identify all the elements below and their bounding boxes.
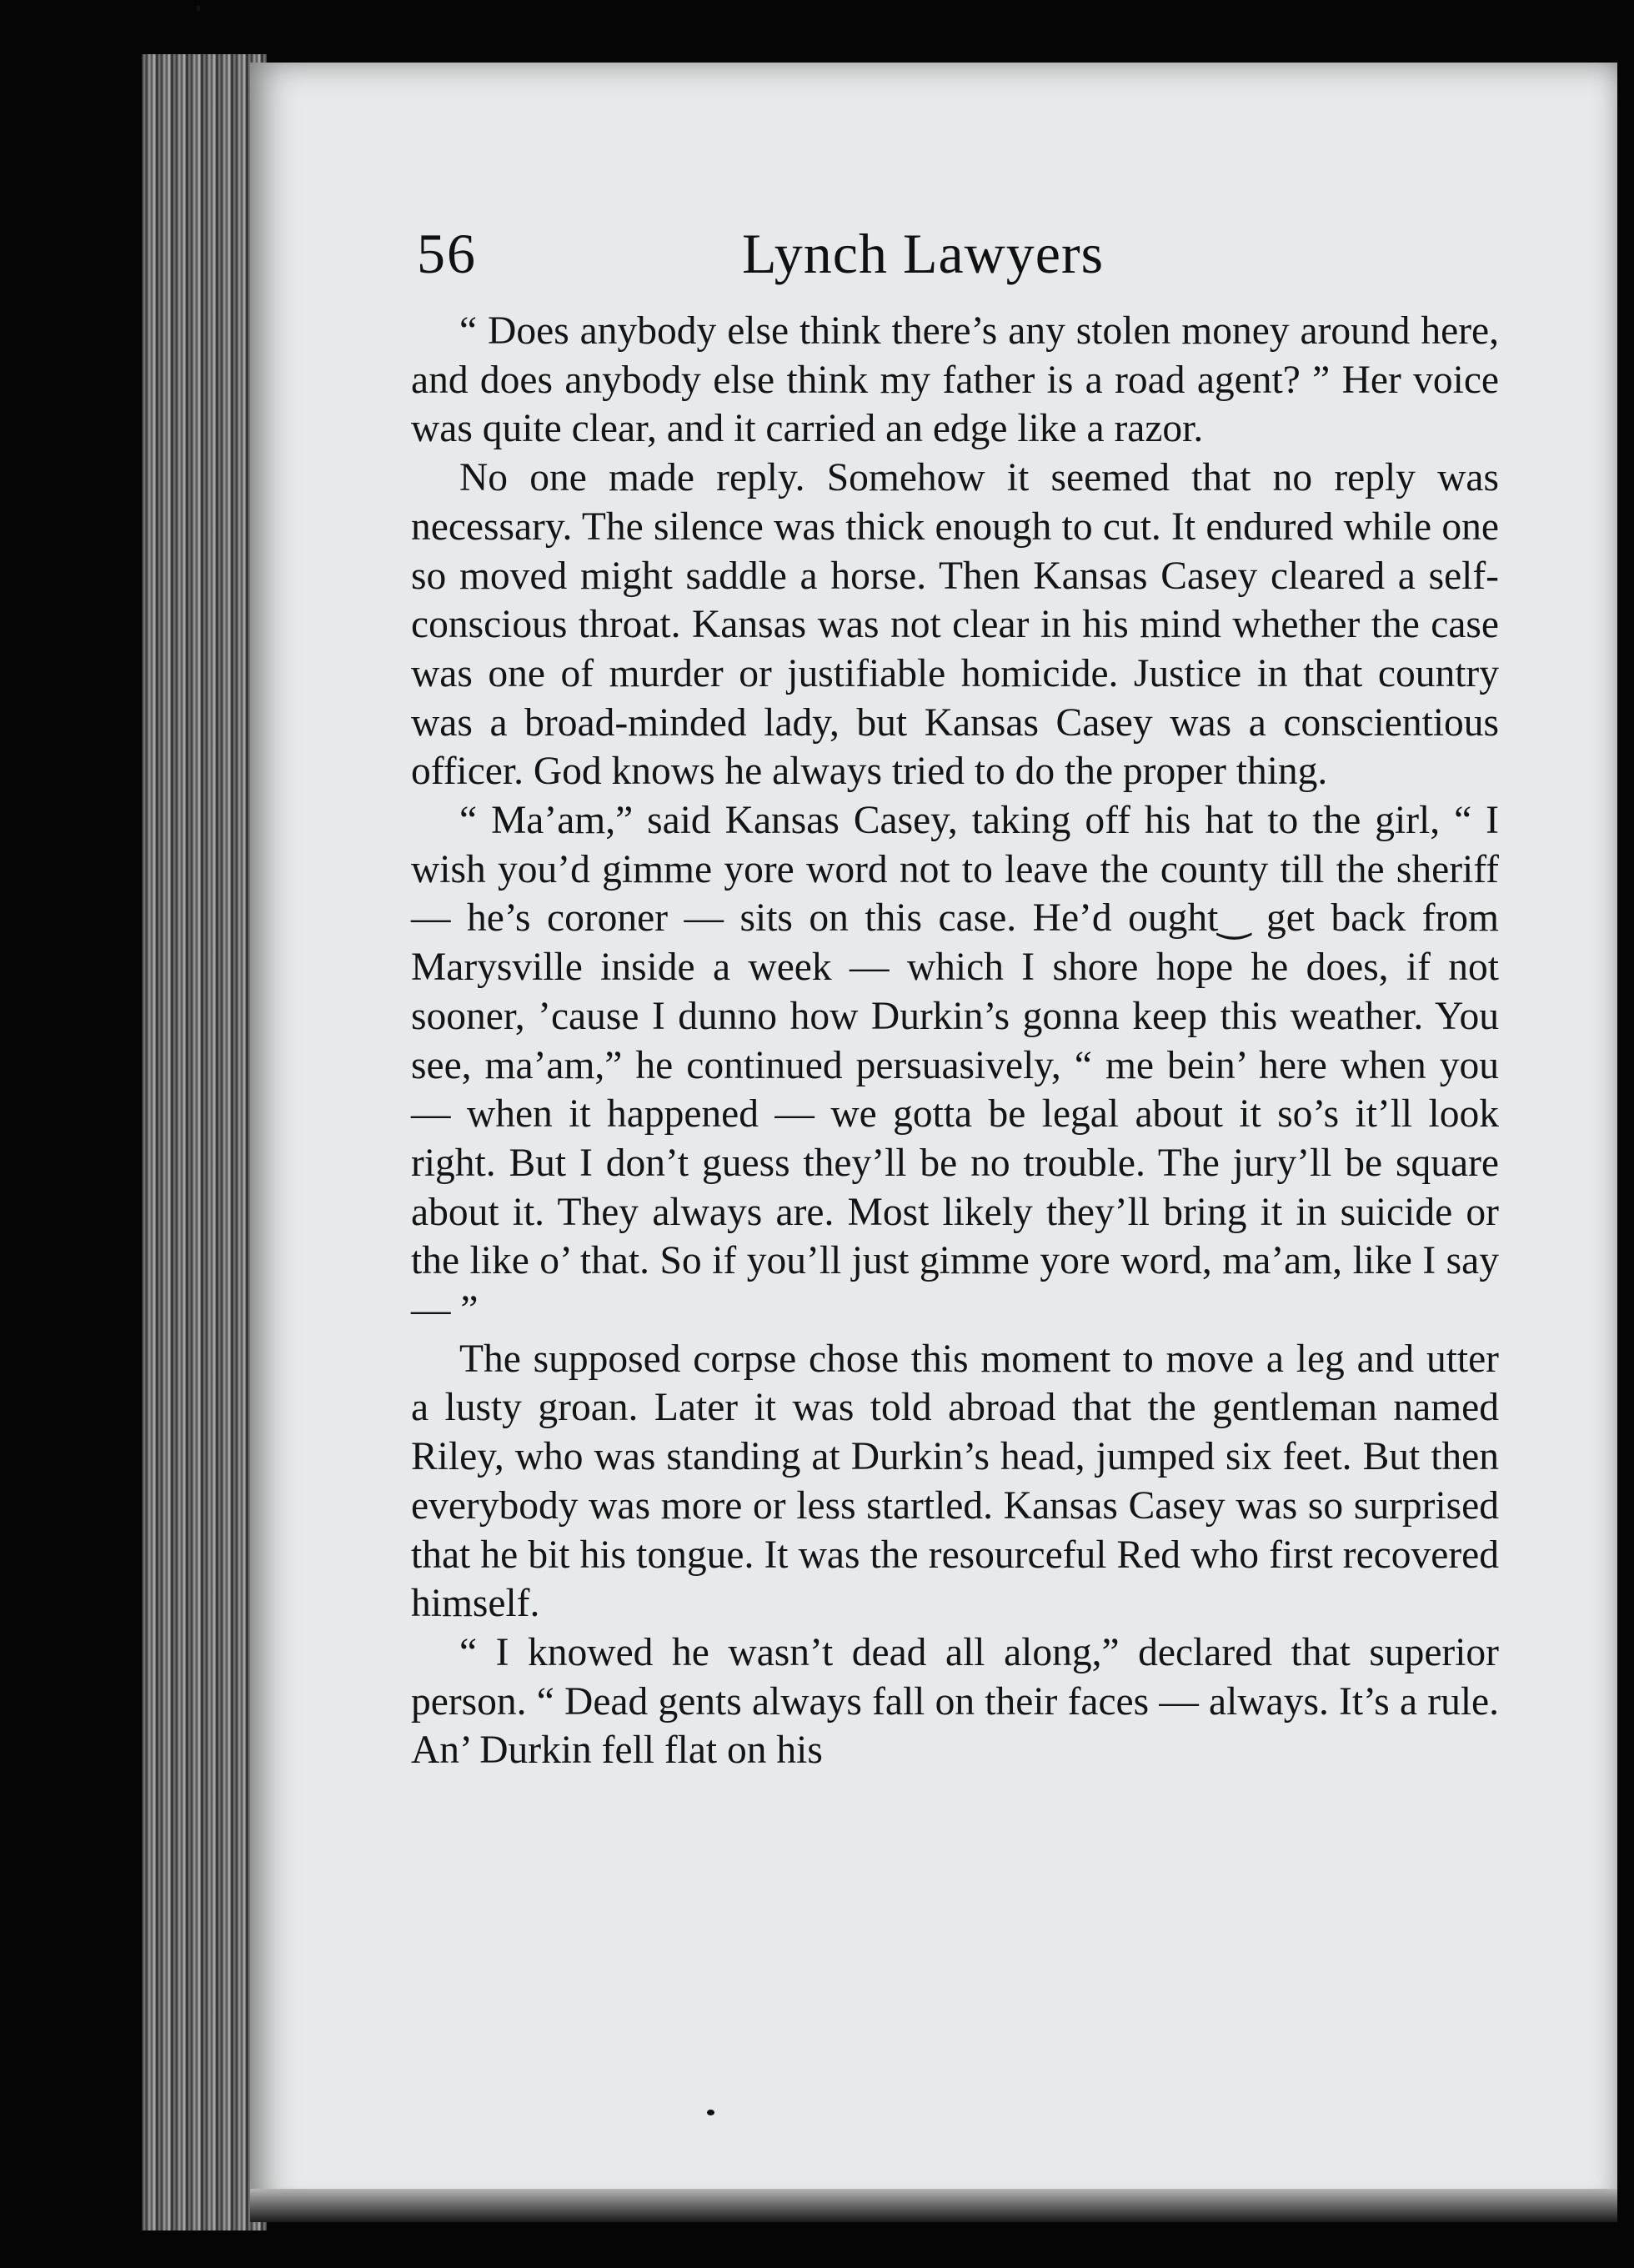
- paragraph: “ Does anybody else think there’s any stolen money around here, and does anybody else think my father is a road agent? ” Her voice was quite clear, and it carried an edge like a razor.: [411, 309, 1499, 451]
- ink-speck: [707, 2110, 714, 2115]
- paragraph: “ Ma’am,” said Kansas Casey, taking off his hat to the girl, “ I wish you’d gimme yore word not to leave the county till the sheriff — he’s coroner — sits on this case. He’d ought‿ get back from Marysville inside a week — which I shore hope he does, if not sooner, ’cause I dunno how Durkin’s gonna keep this weather. You see, ma’am,” he continued persuasively, “ me bein’ here when you — when it happened — we gotta be legal about it so’s it’ll look right. But I don’t guess they’ll be no trouble. The jury’ll be square about it. They always are. Most likely they’ll bring it in suicide or the like o’ that. So if you’ll just gimme yore word, ma’am, like I say — ”: [411, 799, 1499, 1332]
- page-bottom-shadow: [250, 2189, 1617, 2222]
- running-title: Lynch Lawyers: [742, 222, 1105, 285]
- page-edges: [142, 54, 267, 2230]
- ink-speck: [197, 5, 200, 12]
- paragraph: The supposed corpse chose this moment to move a leg and utter a lusty groan. Later it was told abroad that the gentleman named Riley, who was standing at Durkin’s head, jumped six feet. But then everybody was more or less startled. Kansas Casey was so surprised that he bit his tongue. It was the resourceful Red who first recovered himself.: [411, 1337, 1499, 1626]
- page-header: [408, 208, 1192, 292]
- page-number: 56: [417, 222, 477, 285]
- paragraph: No one made reply. Somehow it seemed that no reply was necessary. The silence was thick enough to cut. It endured while one so moved might saddle a horse. Then Kansas Casey cleared a self-conscious throat. Kansas was not clear in his mind whether the case was one of murder or justifiable homicide. Justice in that country was a broad-minded lady, but Kansas Casey was a conscientious officer. God knows he always tried to do the proper thing.: [411, 456, 1499, 794]
- body-text: [411, 307, 1499, 1775]
- paragraph: “ I knowed he wasn’t dead all along,” declared that superior person. “ Dead gents always fall on their faces — always. It’s a rule. An’ Durkin fell flat on his: [411, 1630, 1499, 1773]
